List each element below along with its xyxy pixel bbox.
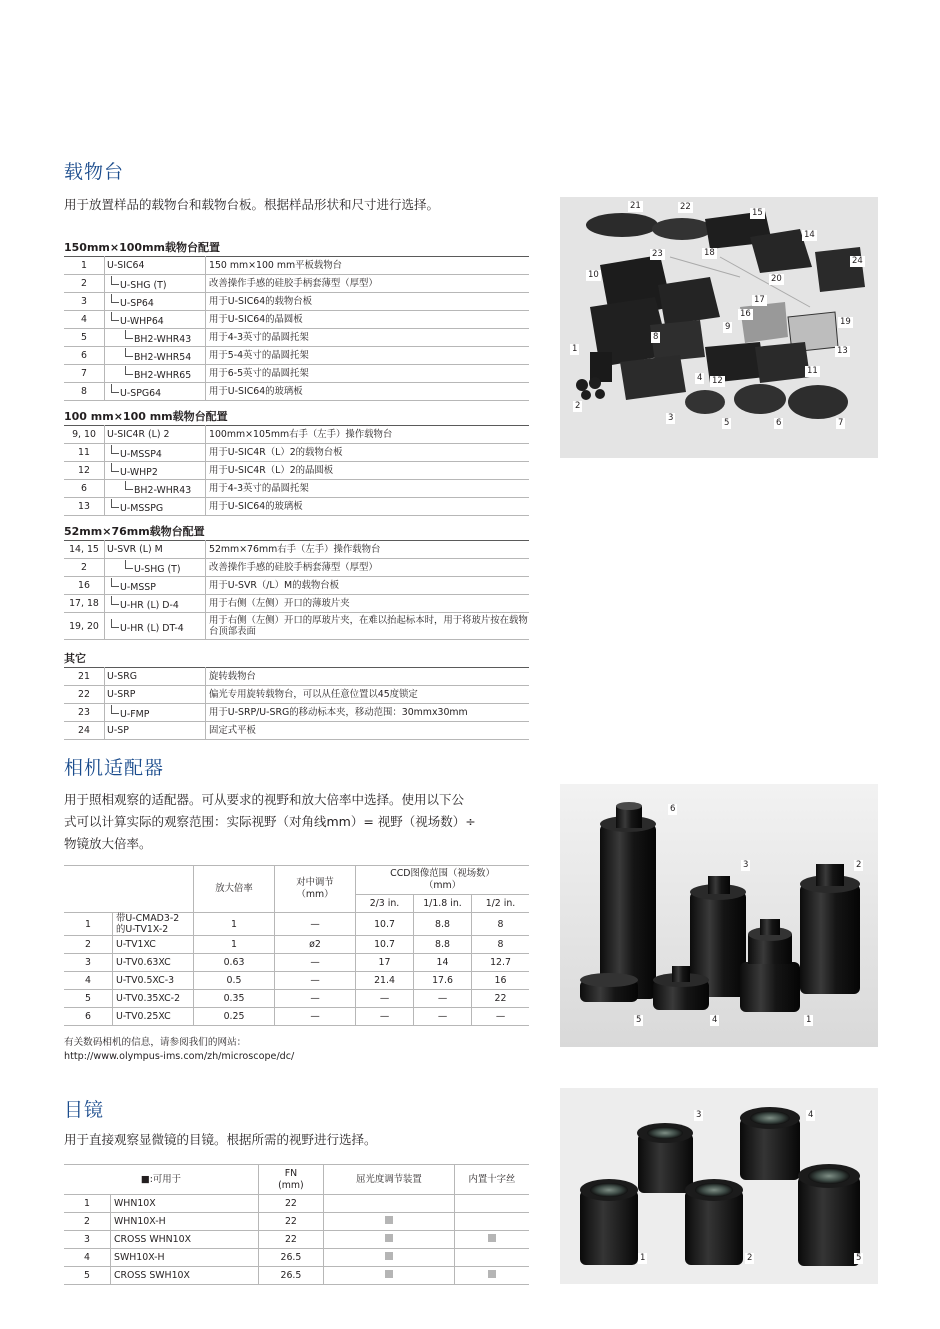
stage-table-100x100 bbox=[64, 425, 529, 516]
stage-item-number: 8 bbox=[64, 383, 105, 401]
stage-table-row bbox=[64, 444, 529, 462]
stage-item-code: U-WHP64 bbox=[120, 316, 164, 327]
stage-table-row bbox=[64, 704, 529, 722]
camera-callout: 1 bbox=[806, 1015, 812, 1025]
camera-item-ccd-2-3: 10.7 bbox=[356, 913, 414, 936]
stage-item-description: 改善操作手感的硅胶手柄套薄型（厚型） bbox=[206, 559, 530, 577]
stage-item-code: U-SP64 bbox=[120, 298, 154, 309]
eyepiece-callout: 1 bbox=[640, 1253, 646, 1263]
available-square-icon bbox=[385, 1216, 393, 1224]
stage-item-description: 用于U-SRP/U-SRG的移动标本夹，移动范围：30mmx30mm bbox=[206, 704, 530, 722]
camera-item-code: U-TV0.5XC-3 bbox=[113, 972, 194, 990]
stage-callout: 16 bbox=[740, 309, 751, 319]
stage-item-code-cell bbox=[105, 444, 206, 462]
camera-header-centering: 对中调节 （mm） bbox=[275, 866, 356, 913]
stage-table-row bbox=[64, 275, 529, 293]
stage-table-52x76 bbox=[64, 540, 529, 640]
stage-item-description: 改善操作手感的硅胶手柄套薄型（厚型） bbox=[206, 275, 530, 293]
camera-item-number: 6 bbox=[64, 1008, 113, 1026]
eyepiece-item-crosshair bbox=[454, 1195, 529, 1213]
eyepiece-item-fn: 22 bbox=[258, 1195, 323, 1213]
stage-item-code: BH2-WHR43 bbox=[134, 485, 192, 496]
camera-item-ccd-2-3: 21.4 bbox=[356, 972, 414, 990]
camera-header-1-2in: 1/2 in. bbox=[472, 895, 530, 913]
stage-item-number: 19, 20 bbox=[64, 613, 105, 640]
stage-table-row bbox=[64, 293, 529, 311]
camera-header-blank bbox=[64, 866, 194, 913]
camera-item-ccd-1-1.8: 14 bbox=[414, 954, 472, 972]
eyepiece-item-diopter bbox=[323, 1249, 454, 1267]
eyepiece-section-title: 目镜 bbox=[64, 1099, 105, 1121]
stage-callout: 13 bbox=[837, 346, 848, 356]
camera-item-magnification: 1 bbox=[194, 936, 275, 954]
tree-branch-icon bbox=[111, 294, 119, 303]
stage-item-description: 用于5-4英寸的晶圆托架 bbox=[206, 347, 530, 365]
stage-table-row bbox=[64, 383, 529, 401]
stage-item-code-cell bbox=[105, 275, 206, 293]
camera-callout: 6 bbox=[670, 804, 676, 814]
stage-table-row bbox=[64, 426, 529, 444]
available-square-icon bbox=[385, 1270, 393, 1278]
camera-item-number: 1 bbox=[64, 913, 113, 936]
available-square-icon bbox=[488, 1270, 496, 1278]
tree-branch-icon bbox=[111, 705, 119, 714]
camera-intro-line: 用于照相观察的适配器。可从要求的视野和放大倍率中选择。使用以下公 bbox=[64, 792, 465, 807]
camera-item-ccd-1-2: 8 bbox=[472, 913, 530, 936]
stage-item-code-cell bbox=[105, 311, 206, 329]
eyepiece-item-fn: 22 bbox=[258, 1231, 323, 1249]
stage-callout: 21 bbox=[630, 201, 641, 211]
stage-item-code-cell bbox=[105, 704, 206, 722]
stage-table-row bbox=[64, 311, 529, 329]
stage-intro: 用于放置样品的载物台和载物台板。根据样品形状和尺寸进行选择。 bbox=[64, 197, 440, 212]
stage-item-code-cell bbox=[105, 257, 206, 275]
eyepiece-table bbox=[64, 1164, 529, 1285]
stage-item-code-cell bbox=[105, 347, 206, 365]
stage-item-code-cell bbox=[105, 541, 206, 559]
stage-callout: 6 bbox=[776, 418, 782, 428]
stage-callout: 8 bbox=[653, 332, 659, 342]
stage-group-title-1: 150mm×100mm载物台配置 bbox=[64, 241, 220, 254]
stage-item-description: 100mm×105mm右手（左手）操作载物台 bbox=[206, 426, 530, 444]
stage-item-description: 用于U-SIC64的载物台板 bbox=[206, 293, 530, 311]
camera-item-ccd-1-1.8: 8.8 bbox=[414, 913, 472, 936]
stage-item-description: 用于6-5英寸的晶圆托架 bbox=[206, 365, 530, 383]
camera-item-magnification: 0.63 bbox=[194, 954, 275, 972]
stage-callout: 12 bbox=[712, 376, 723, 386]
camera-item-centering: — bbox=[275, 913, 356, 936]
camera-item-centering: — bbox=[275, 1008, 356, 1026]
camera-item-number: 2 bbox=[64, 936, 113, 954]
eyepiece-item-crosshair bbox=[454, 1249, 529, 1267]
eyepieces-illustration bbox=[560, 1088, 878, 1284]
camera-table-row bbox=[64, 1008, 529, 1026]
stage-item-description: 用于U-SIC64的晶圆板 bbox=[206, 311, 530, 329]
stage-table-row bbox=[64, 559, 529, 577]
stage-table-row bbox=[64, 329, 529, 347]
camera-table-row bbox=[64, 972, 529, 990]
stage-item-number: 1 bbox=[64, 257, 105, 275]
camera-callout: 3 bbox=[743, 860, 749, 870]
stage-item-code: U-SHG (T) bbox=[134, 564, 181, 575]
camera-item-ccd-1-1.8: 8.8 bbox=[414, 936, 472, 954]
eyepiece-header-available: ■:可用于 bbox=[64, 1165, 258, 1195]
stage-item-code: BH2-WHR43 bbox=[134, 334, 192, 345]
stage-item-code: U-HR (L) DT-4 bbox=[120, 622, 184, 634]
stage-item-number: 16 bbox=[64, 577, 105, 595]
camera-item-centering: — bbox=[275, 972, 356, 990]
camera-item-ccd-1-2: 12.7 bbox=[472, 954, 530, 972]
stage-item-number: 17, 18 bbox=[64, 595, 105, 613]
camera-header-magnification: 放大倍率 bbox=[194, 866, 275, 913]
stage-item-description: 150 mm×100 mm平板载物台 bbox=[206, 257, 530, 275]
camera-item-magnification: 0.5 bbox=[194, 972, 275, 990]
eyepiece-item-diopter bbox=[323, 1231, 454, 1249]
stage-item-description: 用于U-SIC64的玻璃板 bbox=[206, 498, 530, 516]
stage-item-number: 14, 15 bbox=[64, 541, 105, 559]
camera-item-code: U-TV1XC bbox=[113, 936, 194, 954]
stage-item-code: U-MSSP bbox=[120, 582, 156, 593]
stage-item-code: U-SRG bbox=[107, 671, 137, 682]
camera-item-code: U-TV0.35XC-2 bbox=[113, 990, 194, 1008]
eyepiece-table-row bbox=[64, 1249, 529, 1267]
stage-callout: 9 bbox=[725, 322, 731, 332]
eyepiece-item-code: WHN10X bbox=[111, 1195, 259, 1213]
stage-item-code-cell bbox=[105, 462, 206, 480]
stage-item-description: 固定式平板 bbox=[206, 722, 530, 740]
stage-item-description: 用于右侧（左侧）开口的薄玻片夹 bbox=[206, 595, 530, 613]
stage-callout: 17 bbox=[754, 295, 765, 305]
tree-branch-icon bbox=[111, 578, 119, 587]
stage-item-number: 4 bbox=[64, 311, 105, 329]
stage-item-code: U-FMP bbox=[120, 709, 150, 720]
tree-branch-icon bbox=[125, 366, 133, 375]
stage-item-description: 用于4-3英寸的晶圆托架 bbox=[206, 480, 530, 498]
stage-callout: 5 bbox=[724, 418, 730, 428]
camera-header-ccd: CCD图像范围（视场数） （mm） bbox=[356, 866, 530, 895]
stage-item-description: 用于4-3英寸的晶圆托架 bbox=[206, 329, 530, 347]
stage-item-code: BH2-WHR54 bbox=[134, 352, 192, 363]
stage-item-description: 用于U-SIC64的玻璃板 bbox=[206, 383, 530, 401]
camera-table-row bbox=[64, 936, 529, 954]
tree-branch-icon bbox=[125, 330, 133, 339]
camera-header-1-1.8in: 1/1.8 in. bbox=[414, 895, 472, 913]
stage-callout: 1 bbox=[572, 344, 578, 354]
eyepiece-callout: 4 bbox=[808, 1110, 814, 1120]
camera-item-ccd-1-2: 8 bbox=[472, 936, 530, 954]
eyepiece-item-number: 1 bbox=[64, 1195, 111, 1213]
stage-item-code: U-SIC4R (L) 2 bbox=[107, 429, 170, 440]
stage-callout: 3 bbox=[668, 413, 674, 423]
stage-item-description: 52mm×76mm右手（左手）操作载物台 bbox=[206, 541, 530, 559]
camera-intro bbox=[64, 789, 476, 855]
eyepiece-table-row bbox=[64, 1213, 529, 1231]
stage-item-code: U-SIC64 bbox=[107, 260, 145, 271]
stage-item-code-cell bbox=[105, 498, 206, 516]
camera-item-code: 带U-CMAD3-2 的U-TV1X-2 bbox=[113, 913, 194, 936]
camera-item-ccd-2-3: 10.7 bbox=[356, 936, 414, 954]
camera-item-number: 3 bbox=[64, 954, 113, 972]
stage-table-row bbox=[64, 613, 529, 640]
stage-item-code: U-SHG (T) bbox=[120, 280, 167, 291]
stage-callout: 4 bbox=[697, 373, 703, 383]
eyepiece-item-number: 3 bbox=[64, 1231, 111, 1249]
stage-item-code-cell bbox=[105, 480, 206, 498]
stage-item-code: U-SVR (L) M bbox=[107, 544, 163, 555]
stage-table-row bbox=[64, 365, 529, 383]
available-square-icon bbox=[385, 1234, 393, 1242]
stage-table-row bbox=[64, 722, 529, 740]
stage-item-code-cell bbox=[105, 329, 206, 347]
stage-item-code-cell bbox=[105, 595, 206, 613]
camera-item-magnification: 0.25 bbox=[194, 1008, 275, 1026]
eyepiece-item-code: CROSS SWH10X bbox=[111, 1267, 259, 1285]
eyepiece-item-crosshair bbox=[454, 1267, 529, 1285]
stage-callout: 2 bbox=[575, 401, 581, 411]
camera-item-ccd-2-3: — bbox=[356, 1008, 414, 1026]
camera-item-code: U-TV0.25XC bbox=[113, 1008, 194, 1026]
camera-table-row bbox=[64, 913, 529, 936]
camera-item-ccd-1-1.8: — bbox=[414, 1008, 472, 1026]
tree-branch-icon bbox=[111, 276, 119, 285]
camera-item-number: 5 bbox=[64, 990, 113, 1008]
stage-item-description: 偏光专用旋转载物台，可以从任意位置以45度锁定 bbox=[206, 686, 530, 704]
camera-item-ccd-2-3: — bbox=[356, 990, 414, 1008]
stage-item-code-cell bbox=[105, 686, 206, 704]
eyepiece-item-fn: 22 bbox=[258, 1213, 323, 1231]
stage-callout: 15 bbox=[752, 208, 763, 218]
stage-item-code-cell bbox=[105, 426, 206, 444]
stage-table-row bbox=[64, 668, 529, 686]
stage-item-code: U-HR (L) D-4 bbox=[120, 600, 179, 611]
camera-item-centering: — bbox=[275, 954, 356, 972]
eyepiece-table-row bbox=[64, 1267, 529, 1285]
stage-table-row bbox=[64, 541, 529, 559]
eyepiece-item-diopter bbox=[323, 1213, 454, 1231]
eyepiece-item-fn: 26.5 bbox=[258, 1249, 323, 1267]
eyepiece-intro: 用于直接观察显微镜的目镜。根据所需的视野进行选择。 bbox=[64, 1132, 377, 1147]
stage-item-code-cell bbox=[105, 722, 206, 740]
stage-callout: 18 bbox=[704, 248, 715, 258]
camera-note-text: 有关数码相机的信息，请参阅我们的网站： bbox=[64, 1037, 247, 1048]
stage-item-code: U-MSSPG bbox=[120, 503, 164, 514]
stage-item-code-cell bbox=[105, 383, 206, 401]
eyepiece-header-fn: FN (mm) bbox=[258, 1165, 323, 1195]
camera-item-magnification: 0.35 bbox=[194, 990, 275, 1008]
stage-item-code-cell bbox=[105, 559, 206, 577]
stage-table-row bbox=[64, 480, 529, 498]
stage-item-code: U-SPG64 bbox=[120, 388, 162, 399]
camera-section-title: 相机适配器 bbox=[64, 757, 165, 779]
stage-section-title: 载物台 bbox=[64, 161, 125, 183]
camera-item-ccd-1-1.8: — bbox=[414, 990, 472, 1008]
stage-item-number: 6 bbox=[64, 347, 105, 365]
eyepiece-item-code: SWH10X-H bbox=[111, 1249, 259, 1267]
camera-table-row bbox=[64, 990, 529, 1008]
camera-website-link[interactable]: http://www.olympus-ims.com/zh/microscope/dc/ bbox=[64, 1051, 295, 1062]
stage-item-number: 2 bbox=[64, 559, 105, 577]
eyepiece-item-fn: 26.5 bbox=[258, 1267, 323, 1285]
camera-item-magnification: 1 bbox=[194, 913, 275, 936]
tree-branch-icon bbox=[125, 481, 133, 490]
camera-item-code: U-TV0.63XC bbox=[113, 954, 194, 972]
eyepiece-table-row bbox=[64, 1195, 529, 1213]
stage-table-150x100 bbox=[64, 256, 529, 401]
stage-components-photo bbox=[560, 197, 878, 458]
camera-callout: 5 bbox=[636, 1015, 642, 1025]
stage-callout: 11 bbox=[807, 366, 818, 376]
tree-branch-icon bbox=[111, 312, 119, 321]
camera-item-centering: ø2 bbox=[275, 936, 356, 954]
eyepiece-item-code: CROSS WHN10X bbox=[111, 1231, 259, 1249]
tree-branch-icon bbox=[111, 619, 119, 628]
available-square-icon bbox=[488, 1234, 496, 1242]
tree-branch-icon bbox=[111, 445, 119, 454]
stage-item-number: 21 bbox=[64, 668, 105, 686]
camera-item-ccd-2-3: 17 bbox=[356, 954, 414, 972]
eyepieces-photo bbox=[560, 1088, 878, 1284]
stage-item-description: 旋转载物台 bbox=[206, 668, 530, 686]
stage-group-title-2: 100 mm×100 mm载物台配置 bbox=[64, 410, 228, 423]
camera-adapter-table bbox=[64, 865, 529, 1026]
camera-item-ccd-1-2: — bbox=[472, 1008, 530, 1026]
camera-intro-line: 物镜放大倍率。 bbox=[64, 836, 152, 851]
stage-table-row bbox=[64, 462, 529, 480]
camera-header-2-3in: 2/3 in. bbox=[356, 895, 414, 913]
eyepiece-table-row bbox=[64, 1231, 529, 1249]
stage-item-description: 用于U-SVR（/L）M的载物台板 bbox=[206, 577, 530, 595]
stage-item-code: BH2-WHR65 bbox=[134, 370, 192, 381]
eyepiece-header-crosshair: 内置十字丝 bbox=[454, 1165, 529, 1195]
camera-adapters-illustration bbox=[560, 784, 878, 1047]
stage-callout: 20 bbox=[771, 274, 782, 284]
eyepiece-item-number: 4 bbox=[64, 1249, 111, 1267]
camera-table-row bbox=[64, 954, 529, 972]
eyepiece-callout: 3 bbox=[696, 1110, 702, 1120]
stage-group-title-4: 其它 bbox=[64, 652, 86, 665]
camera-item-centering: — bbox=[275, 990, 356, 1008]
eyepiece-callout: 2 bbox=[747, 1253, 753, 1263]
stage-item-code-cell bbox=[105, 668, 206, 686]
stage-item-code: U-WHP2 bbox=[120, 467, 158, 478]
stage-table-row bbox=[64, 498, 529, 516]
stage-item-description: 用于右侧（左侧）开口的厚玻片夹，在难以抬起标本时，用于将玻片按在载物台顶部表面 bbox=[206, 613, 530, 640]
tree-branch-icon bbox=[111, 499, 119, 508]
tree-branch-icon bbox=[125, 560, 133, 569]
camera-callout: 4 bbox=[712, 1015, 718, 1025]
camera-item-ccd-1-1.8: 17.6 bbox=[414, 972, 472, 990]
stage-item-number: 11 bbox=[64, 444, 105, 462]
stage-table-other bbox=[64, 667, 529, 740]
camera-note bbox=[64, 1036, 294, 1064]
stage-callout: 23 bbox=[652, 249, 663, 259]
stage-item-number: 6 bbox=[64, 480, 105, 498]
stage-item-code: U-MSSP4 bbox=[120, 449, 162, 460]
stage-item-number: 5 bbox=[64, 329, 105, 347]
eyepiece-item-number: 2 bbox=[64, 1213, 111, 1231]
stage-item-description: 用于U-SIC4R（L）2的晶圆板 bbox=[206, 462, 530, 480]
stage-callout: 14 bbox=[804, 230, 815, 240]
eyepiece-item-diopter bbox=[323, 1195, 454, 1213]
stage-table-row bbox=[64, 347, 529, 365]
stage-item-number: 12 bbox=[64, 462, 105, 480]
stage-item-code: U-SP bbox=[107, 725, 129, 736]
stage-table-row bbox=[64, 686, 529, 704]
stage-item-number: 9, 10 bbox=[64, 426, 105, 444]
tree-branch-icon bbox=[111, 384, 119, 393]
stage-callout: 10 bbox=[588, 270, 599, 280]
tree-branch-icon bbox=[111, 463, 119, 472]
eyepiece-header-diopter: 屈光度调节装置 bbox=[323, 1165, 454, 1195]
tree-branch-icon bbox=[125, 348, 133, 357]
stage-item-number: 13 bbox=[64, 498, 105, 516]
tree-branch-icon bbox=[111, 596, 119, 605]
stage-callout: 24 bbox=[852, 256, 863, 266]
stage-callout: 7 bbox=[838, 418, 844, 428]
stage-item-code-cell bbox=[105, 613, 206, 640]
stage-item-number: 3 bbox=[64, 293, 105, 311]
camera-callout: 2 bbox=[856, 860, 862, 870]
stage-table-row bbox=[64, 595, 529, 613]
stage-item-code-cell bbox=[105, 577, 206, 595]
stage-item-number: 22 bbox=[64, 686, 105, 704]
stage-item-code-cell bbox=[105, 293, 206, 311]
camera-item-number: 4 bbox=[64, 972, 113, 990]
camera-item-ccd-1-2: 22 bbox=[472, 990, 530, 1008]
stage-table-row bbox=[64, 577, 529, 595]
eyepiece-item-diopter bbox=[323, 1267, 454, 1285]
eyepiece-callout: 5 bbox=[856, 1253, 862, 1263]
available-square-icon bbox=[385, 1252, 393, 1260]
eyepiece-item-code: WHN10X-H bbox=[111, 1213, 259, 1231]
camera-intro-line: 式可以计算实际的观察范围：实际视野（对角线mm）= 视野（视场数）÷ bbox=[64, 814, 476, 829]
camera-adapters-photo bbox=[560, 784, 878, 1047]
eyepiece-item-crosshair bbox=[454, 1213, 529, 1231]
stage-callout: 22 bbox=[680, 202, 691, 212]
eyepiece-item-number: 5 bbox=[64, 1267, 111, 1285]
stage-table-row bbox=[64, 257, 529, 275]
camera-item-ccd-1-2: 16 bbox=[472, 972, 530, 990]
stage-group-title-3: 52mm×76mm载物台配置 bbox=[64, 525, 205, 538]
stage-item-number: 23 bbox=[64, 704, 105, 722]
stage-item-number: 7 bbox=[64, 365, 105, 383]
stage-item-code: U-SRP bbox=[107, 689, 136, 700]
stage-item-number: 2 bbox=[64, 275, 105, 293]
stage-item-number: 24 bbox=[64, 722, 105, 740]
stage-components-illustration bbox=[560, 197, 878, 458]
stage-callout: 19 bbox=[840, 317, 851, 327]
stage-item-code-cell bbox=[105, 365, 206, 383]
eyepiece-item-crosshair bbox=[454, 1231, 529, 1249]
stage-item-description: 用于U-SIC4R（L）2的载物台板 bbox=[206, 444, 530, 462]
